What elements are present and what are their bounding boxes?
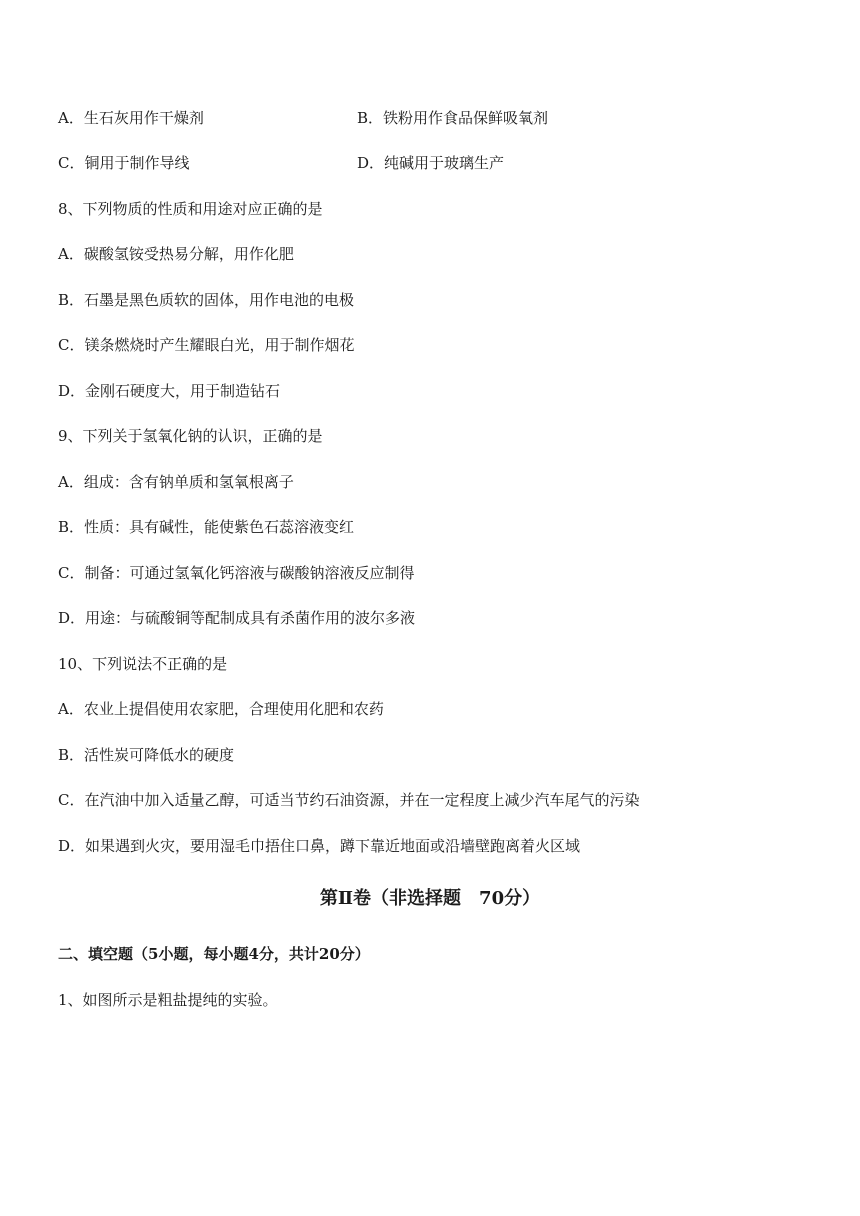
q10-option-a: A．农业上提倡使用农家肥，合理使用化肥和农药 [58,700,384,718]
fill-in-section-heading: 二、填空题（5小题，每小题4分，共计20分） [58,945,370,963]
q7-option-d: D．纯碱用于玻璃生产 [357,154,505,172]
q10-option-c: C．在汽油中加入适量乙醇，可适当节约石油资源，并在一定程度上减少汽车尾气的污染 [58,791,640,809]
q8-option-b: B．石墨是黑色质软的固体，用作电池的电极 [58,291,355,309]
q9-option-b: B．性质：具有碱性，能使紫色石蕊溶液变红 [58,518,355,536]
q8-option-c: C．镁条燃烧时产生耀眼白光，用于制作烟花 [58,336,355,354]
q10-option-b: B．活性炭可降低水的硬度 [58,746,235,764]
q9-stem: 9、下列关于氢氧化钠的认识，正确的是 [58,427,323,445]
q10-stem: 10、下列说法不正确的是 [58,655,228,673]
q9-option-c: C．制备：可通过氢氧化钙溶液与碳酸钠溶液反应制得 [58,564,415,582]
q7-option-a: A．生石灰用作干燥剂 [58,109,204,127]
fill-in-question-1-stem: 1、如图所示是粗盐提纯的实验。 [58,991,278,1009]
q8-option-a: A．碳酸氢铵受热易分解，用作化肥 [58,245,294,263]
q9-option-d: D．用途：与硫酸铜等配制成具有杀菌作用的波尔多液 [58,609,416,627]
q7-option-b: B．铁粉用作食品保鲜吸氧剂 [357,109,549,127]
q8-stem: 8、下列物质的性质和用途对应正确的是 [58,200,323,218]
q8-option-d: D．金刚石硬度大，用于制造钻石 [58,382,281,400]
q9-option-a: A．组成：含有钠单质和氢氧根离子 [58,473,294,491]
part-2-title: 第Ⅱ卷（非选择题 70分） [319,888,541,909]
q7-option-c: C．铜用于制作导线 [58,154,190,172]
q10-option-d: D．如果遇到火灾，要用湿毛巾捂住口鼻，蹲下靠近地面或沿墙壁跑离着火区域 [58,837,581,855]
